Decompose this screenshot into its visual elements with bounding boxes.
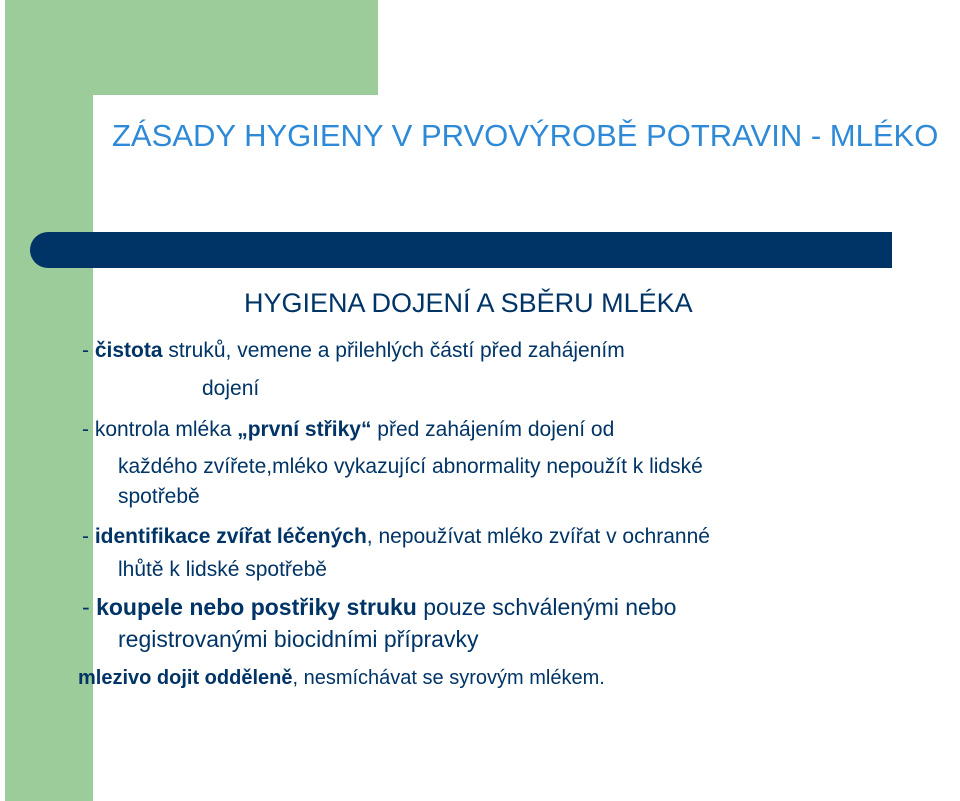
list-item-first-squirts-continued: každého zvířete,mléko vykazující abnormality nepoužít k lidské [118, 455, 703, 478]
list-item-cleanliness-continued: dojení [202, 377, 260, 400]
content-panel [93, 95, 960, 801]
item-text: , nepoužívat mléko zvířat v ochranné [366, 525, 710, 548]
list-item-teat-dipping-continued: registrovanými biocidními přípravky [118, 626, 479, 652]
slide-title: ZÁSADY HYGIENY V PRVOVÝROBĚ POTRAVIN - MLÉKO [112, 118, 939, 153]
bullet-dash: - [82, 594, 97, 620]
decor-navy-bar [30, 232, 892, 268]
list-item-teat-dipping [82, 592, 676, 622]
item-text: pouze schválenými nebo [416, 594, 677, 620]
item-text: struků, vemene a přilehlých částí před zahájením [162, 339, 625, 362]
bullet-dash: - [82, 418, 95, 441]
item-text: před zahájením dojení od [371, 418, 615, 441]
item-text-pre: kontrola mléka [94, 418, 238, 441]
bullet-dash: - [82, 339, 95, 362]
bold-term: koupele nebo postřiky struku [96, 594, 417, 620]
list-item-treated-animals [82, 523, 710, 551]
decor-green-block-top [5, 0, 378, 95]
item-text: , nesmíchávat se syrovým mlékem. [292, 667, 605, 689]
list-item-treated-animals-continued: lhůtě k lidské spotřebě [118, 558, 327, 581]
bold-term: čistota [94, 339, 163, 362]
bullet-dash: - [82, 525, 95, 548]
decor-green-block-side [5, 95, 93, 801]
list-item-first-squirts [82, 416, 614, 444]
list-item-cleanliness [82, 337, 625, 365]
list-item-first-squirts-continued-2: spotřebě [118, 485, 200, 508]
bold-term: identifikace zvířat léčených [94, 525, 367, 548]
bold-term: „první střiky“ [237, 418, 372, 441]
list-item-colostrum [78, 664, 605, 692]
slide-subtitle: HYGIENA DOJENÍ A SBĚRU MLÉKA [244, 288, 693, 318]
bold-term: mlezivo dojit odděleně [78, 667, 293, 689]
